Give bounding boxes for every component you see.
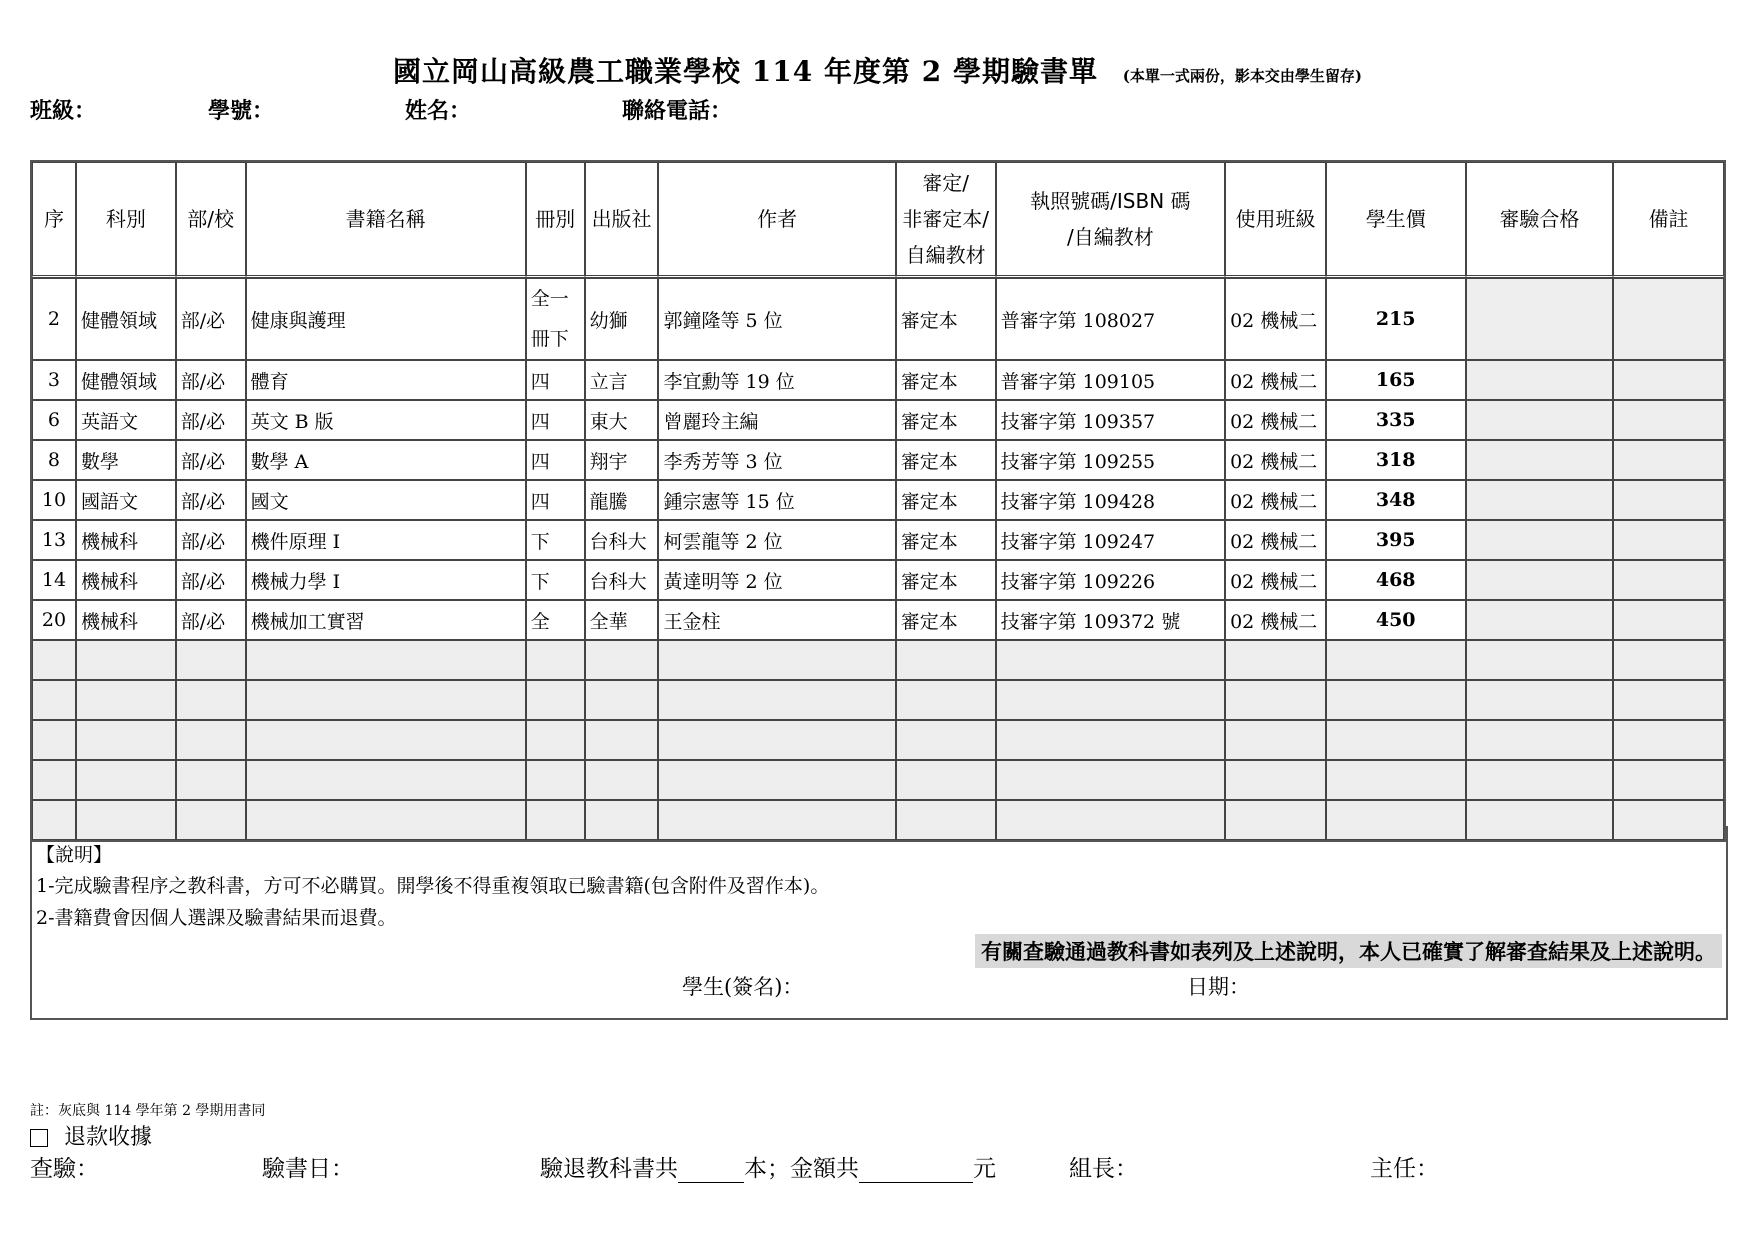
empty-cell[interactable] [896, 720, 996, 760]
empty-cell[interactable] [76, 640, 176, 680]
empty-row [32, 760, 1724, 800]
empty-cell[interactable] [1326, 640, 1466, 680]
header-author: 作者 [658, 162, 895, 278]
cell-publisher: 立言 [585, 360, 659, 400]
cell-volume: 下 [526, 560, 585, 600]
cell-class: 02 機械二 [1225, 560, 1326, 600]
cell-author: 王金柱 [658, 600, 895, 640]
table-header-row [32, 162, 1724, 278]
empty-cell[interactable] [1326, 760, 1466, 800]
count-blank[interactable] [678, 1160, 744, 1183]
empty-cell[interactable] [176, 760, 246, 800]
empty-cell[interactable] [176, 680, 246, 720]
empty-cell[interactable] [32, 640, 76, 680]
cell-price: 335 [1326, 400, 1466, 440]
empty-cell[interactable] [526, 760, 585, 800]
cell-remark[interactable] [1613, 560, 1724, 600]
cell-seq: 2 [32, 278, 76, 360]
document-title [0, 50, 1755, 90]
cell-approved: 審定本 [896, 278, 996, 360]
cell-pass[interactable] [1466, 600, 1614, 640]
cell-license: 技審字第 109357 [996, 400, 1226, 440]
empty-cell[interactable] [526, 720, 585, 760]
cell-volume: 四 [526, 400, 585, 440]
cell-price: 165 [1326, 360, 1466, 400]
cell-pass[interactable] [1466, 560, 1614, 600]
cell-approved: 審定本 [896, 440, 996, 480]
empty-cell[interactable] [246, 640, 526, 680]
empty-cell[interactable] [32, 760, 76, 800]
empty-cell[interactable] [658, 640, 895, 680]
cell-seq: 3 [32, 360, 76, 400]
cell-book: 機件原理 I [246, 520, 526, 560]
cell-book: 數學 A [246, 440, 526, 480]
empty-cell[interactable] [1466, 760, 1614, 800]
cell-remark[interactable] [1613, 520, 1724, 560]
cell-book: 機械加工實習 [246, 600, 526, 640]
cell-subject: 健體領域 [76, 360, 176, 400]
cell-author: 李秀芳等 3 位 [658, 440, 895, 480]
empty-cell[interactable] [1466, 720, 1614, 760]
cell-class: 02 機械二 [1225, 400, 1326, 440]
book-table [30, 160, 1726, 842]
cell-subject: 健體領域 [76, 278, 176, 360]
refund-count-line: 驗退教科書共 本；金額共 元 [540, 1156, 996, 1182]
cell-subject: 機械科 [76, 520, 176, 560]
student-signature-label: 學生(簽名)： [682, 975, 804, 999]
table-row [32, 440, 1724, 480]
name-label: 姓名： [405, 98, 472, 124]
empty-cell[interactable] [996, 720, 1226, 760]
cell-license: 技審字第 109255 [996, 440, 1226, 480]
cell-seq: 13 [32, 520, 76, 560]
empty-cell[interactable] [32, 680, 76, 720]
cell-license: 技審字第 109372 號 [996, 600, 1226, 640]
header-subject: 科別 [76, 162, 176, 278]
empty-cell[interactable] [76, 760, 176, 800]
cell-dept: 部/必 [176, 520, 246, 560]
empty-cell[interactable] [896, 680, 996, 720]
cell-subject: 國語文 [76, 480, 176, 520]
cell-dept: 部/必 [176, 440, 246, 480]
notes-section [30, 826, 1728, 1020]
header-volume: 冊別 [526, 162, 585, 278]
cell-subject: 機械科 [76, 560, 176, 600]
amount-blank[interactable] [859, 1160, 973, 1183]
table-row [32, 560, 1724, 600]
empty-cell[interactable] [896, 640, 996, 680]
cell-book: 體育 [246, 360, 526, 400]
empty-cell[interactable] [32, 720, 76, 760]
title-note: (本單一式兩份，影本交由學生留存) [1122, 67, 1362, 85]
empty-cell[interactable] [658, 720, 895, 760]
empty-cell[interactable] [1613, 680, 1724, 720]
cell-license: 技審字第 109247 [996, 520, 1226, 560]
empty-cell[interactable] [1466, 680, 1614, 720]
cell-dept: 部/必 [176, 360, 246, 400]
cell-class: 02 機械二 [1225, 480, 1326, 520]
phone-label: 聯絡電話： [622, 98, 733, 124]
cell-subject: 英語文 [76, 400, 176, 440]
refund-label: 退款收據 [64, 1125, 153, 1150]
empty-cell[interactable] [1326, 680, 1466, 720]
cell-approved: 審定本 [896, 400, 996, 440]
cell-volume: 四 [526, 480, 585, 520]
cell-approved: 審定本 [896, 520, 996, 560]
empty-cell[interactable] [526, 680, 585, 720]
cell-license: 普審字第 108027 [996, 278, 1226, 360]
cell-dept: 部/必 [176, 278, 246, 360]
table-row [32, 278, 1724, 360]
empty-cell[interactable] [176, 640, 246, 680]
date-label: 日期： [1187, 975, 1250, 999]
cell-class: 02 機械二 [1225, 360, 1326, 400]
cell-dept: 部/必 [176, 480, 246, 520]
refund-receipt [30, 1120, 152, 1151]
cell-publisher: 翔宇 [585, 440, 659, 480]
empty-row [32, 720, 1724, 760]
empty-cell[interactable] [1613, 640, 1724, 680]
cell-pass[interactable] [1466, 440, 1614, 480]
cell-seq: 6 [32, 400, 76, 440]
table-row [32, 600, 1724, 640]
empty-cell[interactable] [176, 720, 246, 760]
cell-publisher: 全華 [585, 600, 659, 640]
empty-cell[interactable] [526, 640, 585, 680]
cell-volume: 全一 冊下 [526, 278, 585, 360]
footnote: 註：灰底與 114 學年第 2 學期用書同 [30, 1103, 266, 1119]
cell-license: 技審字第 109226 [996, 560, 1226, 600]
empty-cell[interactable] [1326, 720, 1466, 760]
empty-cell[interactable] [1225, 720, 1326, 760]
cell-volume: 四 [526, 440, 585, 480]
cell-seq: 20 [32, 600, 76, 640]
empty-cell[interactable] [585, 760, 659, 800]
empty-cell[interactable] [658, 680, 895, 720]
header-dept: 部/校 [176, 162, 246, 278]
cell-pass[interactable] [1466, 278, 1614, 360]
empty-cell[interactable] [1225, 760, 1326, 800]
cell-author: 柯雲龍等 2 位 [658, 520, 895, 560]
header-class: 使用班級 [1225, 162, 1326, 278]
cell-approved: 審定本 [896, 360, 996, 400]
director-label: 主任： [1370, 1156, 1439, 1182]
cell-remark[interactable] [1613, 600, 1724, 640]
empty-cell[interactable] [658, 760, 895, 800]
cell-price: 318 [1326, 440, 1466, 480]
empty-cell[interactable] [76, 720, 176, 760]
empty-row [32, 680, 1724, 720]
cell-seq: 8 [32, 440, 76, 480]
cell-author: 黃達明等 2 位 [658, 560, 895, 600]
empty-cell[interactable] [1466, 640, 1614, 680]
empty-cell[interactable] [1225, 640, 1326, 680]
cell-volume: 全 [526, 600, 585, 640]
student-id-label: 學號： [208, 98, 275, 124]
cell-pass[interactable] [1466, 400, 1614, 440]
notes-item-1: 1-完成驗書程序之教科書，方可不必購買。開學後不得重複領取已驗書籍(包含附件及習作本)。 [36, 875, 830, 897]
cell-subject: 機械科 [76, 600, 176, 640]
empty-cell[interactable] [585, 640, 659, 680]
header-price: 學生價 [1326, 162, 1466, 278]
notes-heading: 【說明】 [36, 844, 113, 866]
empty-cell[interactable] [246, 680, 526, 720]
cell-price: 215 [1326, 278, 1466, 360]
cell-pass[interactable] [1466, 520, 1614, 560]
empty-cell[interactable] [1613, 760, 1724, 800]
cell-price: 395 [1326, 520, 1466, 560]
cell-approved: 審定本 [896, 600, 996, 640]
empty-cell[interactable] [996, 640, 1226, 680]
empty-row [32, 640, 1724, 680]
cell-approved: 審定本 [896, 560, 996, 600]
cell-author: 李宜勳等 19 位 [658, 360, 895, 400]
cell-pass[interactable] [1466, 360, 1614, 400]
cell-license: 普審字第 109105 [996, 360, 1226, 400]
cell-dept: 部/必 [176, 400, 246, 440]
empty-cell[interactable] [246, 720, 526, 760]
confirm-statement: 有關查驗通過教科書如表列及上述說明，本人已確實了解審查結果及上述說明。 [975, 934, 1722, 968]
empty-cell[interactable] [76, 680, 176, 720]
table-row [32, 360, 1724, 400]
cell-dept: 部/必 [176, 560, 246, 600]
header-seq: 序 [32, 162, 76, 278]
header-approved: 審定/ 非審定本/ 自編教材 [896, 162, 996, 278]
cell-volume: 下 [526, 520, 585, 560]
cell-book: 國文 [246, 480, 526, 520]
cell-seq: 10 [32, 480, 76, 520]
cell-dept: 部/必 [176, 600, 246, 640]
empty-cell[interactable] [585, 720, 659, 760]
cell-book: 機械力學 I [246, 560, 526, 600]
empty-cell[interactable] [1225, 680, 1326, 720]
cell-remark[interactable] [1613, 480, 1724, 520]
table-row [32, 520, 1724, 560]
cell-publisher: 台科大 [585, 520, 659, 560]
cell-remark[interactable] [1613, 278, 1724, 360]
cell-price: 468 [1326, 560, 1466, 600]
inspect-label: 查驗： [30, 1156, 99, 1182]
table-row [32, 480, 1724, 520]
cell-subject: 數學 [76, 440, 176, 480]
cell-remark[interactable] [1613, 400, 1724, 440]
cell-remark[interactable] [1613, 440, 1724, 480]
cell-publisher: 台科大 [585, 560, 659, 600]
cell-class: 02 機械二 [1225, 440, 1326, 480]
cell-price: 348 [1326, 480, 1466, 520]
empty-cell[interactable] [896, 760, 996, 800]
cell-remark[interactable] [1613, 360, 1724, 400]
cell-publisher: 龍騰 [585, 480, 659, 520]
empty-cell[interactable] [996, 680, 1226, 720]
cell-pass[interactable] [1466, 480, 1614, 520]
cell-seq: 14 [32, 560, 76, 600]
cell-approved: 審定本 [896, 480, 996, 520]
empty-cell[interactable] [996, 760, 1226, 800]
cell-publisher: 幼獅 [585, 278, 659, 360]
cell-license: 技審字第 109428 [996, 480, 1226, 520]
header-book: 書籍名稱 [246, 162, 526, 278]
cell-author: 曾麗玲主編 [658, 400, 895, 440]
refund-checkbox[interactable] [30, 1129, 48, 1147]
cell-book: 健康與護理 [246, 278, 526, 360]
header-pass: 審驗合格 [1466, 162, 1614, 278]
cell-price: 450 [1326, 600, 1466, 640]
cell-class: 02 機械二 [1225, 520, 1326, 560]
cell-book: 英文 B 版 [246, 400, 526, 440]
cell-author: 鍾宗憲等 15 位 [658, 480, 895, 520]
title-main: 國立岡山高級農工職業學校 114 年度第 2 學期驗書單 [393, 55, 1098, 88]
header-publisher: 出版社 [585, 162, 659, 278]
empty-cell[interactable] [1613, 720, 1724, 760]
class-label: 班級： [30, 98, 97, 124]
cell-class: 02 機械二 [1225, 278, 1326, 360]
cell-author: 郭鐘隆等 5 位 [658, 278, 895, 360]
cell-publisher: 東大 [585, 400, 659, 440]
header-license: 執照號碼/ISBN 碼 /自編教材 [996, 162, 1226, 278]
leader-label: 組長： [1069, 1156, 1138, 1182]
empty-cell[interactable] [246, 760, 526, 800]
table-row [32, 400, 1724, 440]
header-remark: 備註 [1613, 162, 1724, 278]
check-date-label: 驗書日： [262, 1156, 354, 1182]
cell-class: 02 機械二 [1225, 600, 1326, 640]
empty-cell[interactable] [585, 680, 659, 720]
notes-item-2: 2-書籍費會因個人選課及驗書結果而退費。 [36, 907, 397, 929]
cell-volume: 四 [526, 360, 585, 400]
